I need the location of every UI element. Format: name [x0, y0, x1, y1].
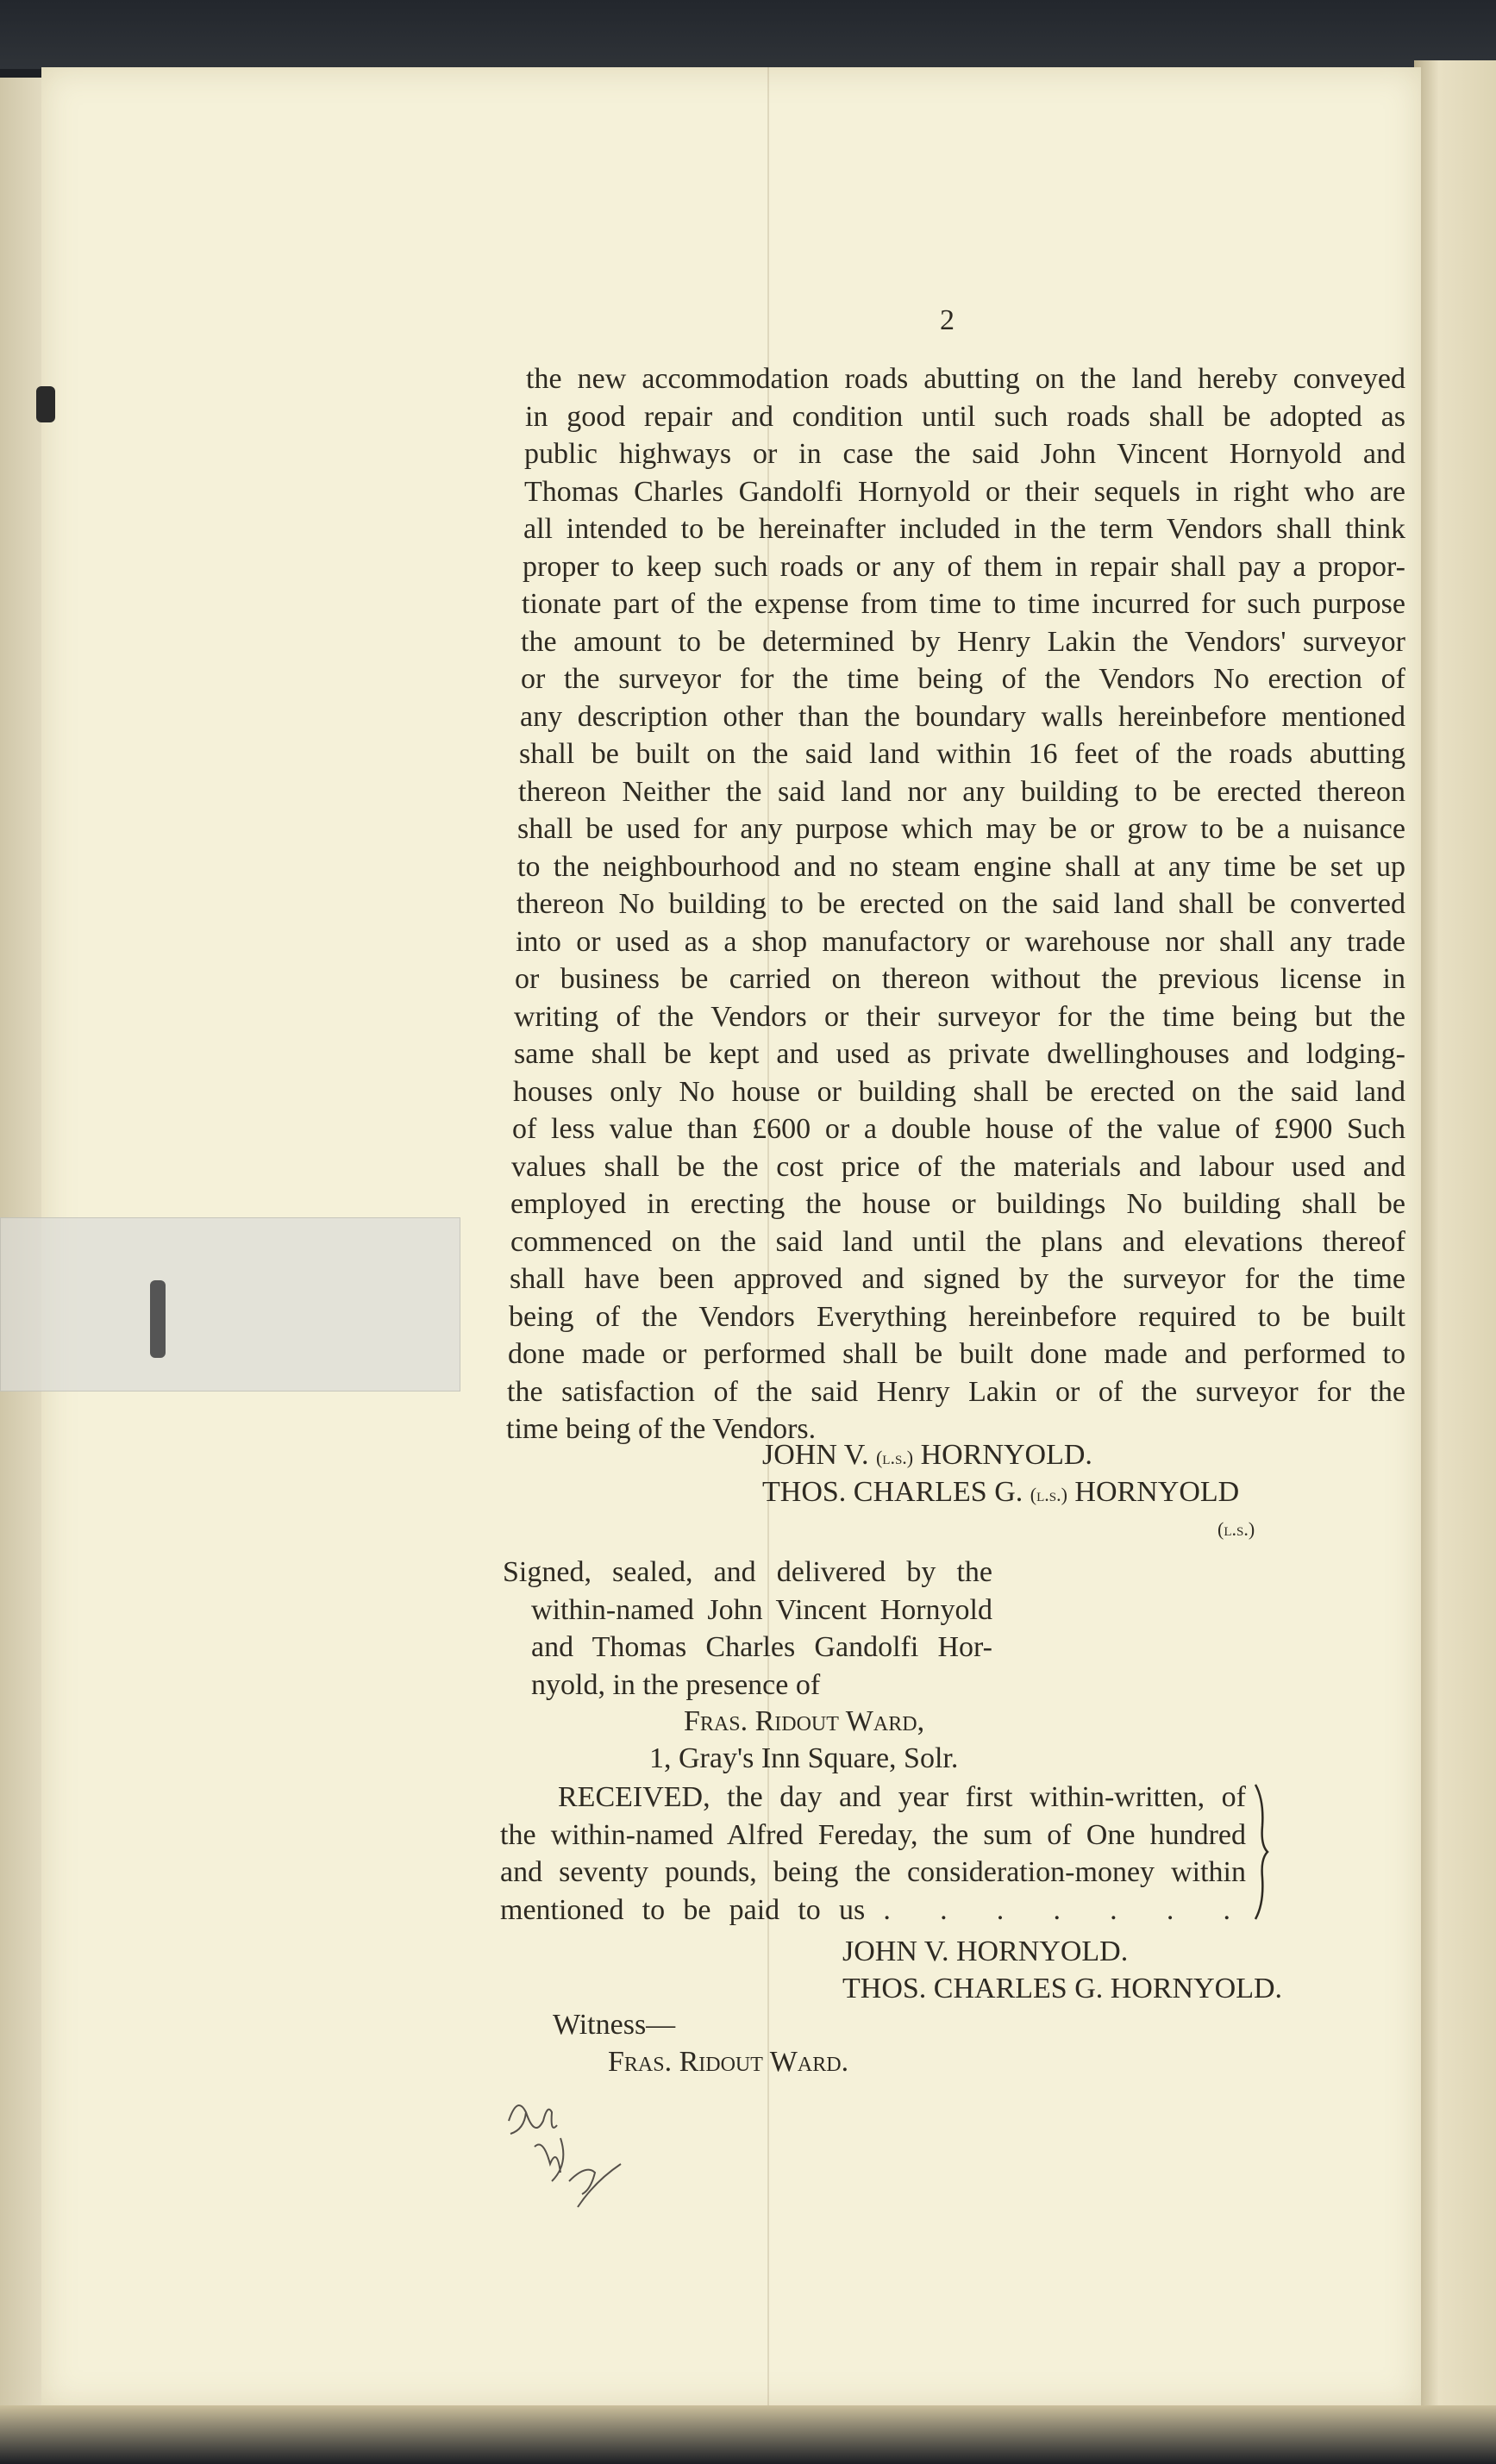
receipt-last-line	[500, 1892, 1246, 1929]
seal-signature-2	[762, 1473, 1239, 1513]
handwritten-initials	[500, 2086, 638, 2224]
tape-mark	[150, 1280, 166, 1358]
body-line: proper to keep such roads or any of them in repair shall pay a propor-	[523, 550, 1405, 583]
seal-signature-1	[762, 1436, 1092, 1476]
body-line: the new accommodation roads abutting on the land hereby conveyed	[526, 363, 1405, 395]
body-line: thereon Neither the said land nor any building to be erected thereon	[518, 775, 1405, 808]
body-line: same shall be kept and used as private dwellinghouses and lodging-	[514, 1038, 1405, 1070]
body-line: writing of the Vendors or their surveyor for the time being but the	[514, 1000, 1405, 1033]
witness-address: 1, Gray's Inn Square, Solr.	[649, 1742, 959, 1774]
body-line: being of the Vendors Everything hereinbefore required to be built	[509, 1300, 1405, 1333]
receipt-last-text: mentioned to be paid to us	[500, 1893, 866, 1926]
deed-body-last-line: time being of the Vendors.	[506, 1413, 817, 1445]
deed-body-text	[507, 360, 1405, 1410]
body-line: all intended to be hereinafter included in the term Vendors shall think	[523, 513, 1405, 545]
signature-first: THOS. CHARLES G.	[762, 1476, 1023, 1508]
ls-mark-3: (l.s.)	[1217, 1518, 1255, 1540]
attestation-clause	[503, 1554, 992, 1667]
binding-mark	[36, 386, 55, 422]
body-line: of less value than £600 or a double house of the value of £900 Such	[512, 1113, 1405, 1145]
attestation-last-line: nyold, in the presence of	[531, 1669, 821, 1701]
attestation-line: within-named John Vincent Hornyold	[531, 1593, 992, 1626]
witness-name-2: Fras. Ridout Ward.	[608, 2046, 849, 2078]
body-line: public highways or in case the said John Vincent Hornyold and	[524, 438, 1405, 470]
body-line: commenced on the said land until the plans and elevations thereof	[510, 1225, 1405, 1258]
receipt-line: and seventy pounds, being the consideration-money within	[500, 1856, 1246, 1888]
body-line: values shall be the cost price of the materials and labour used and	[511, 1150, 1405, 1183]
body-line: any description other than the boundary walls hereinbefore mentioned	[520, 700, 1405, 733]
attestation-line: and Thomas Charles Gandolfi Hor-	[531, 1631, 992, 1663]
body-line: or business be carried on thereon without the previous license in	[515, 963, 1405, 995]
signature-first: JOHN V.	[762, 1439, 869, 1471]
brace	[1250, 1783, 1276, 1921]
signature-last: HORNYOLD	[1074, 1476, 1240, 1508]
witness-label: Witness—	[553, 2009, 676, 2041]
body-line: employed in erecting the house or buildings No building shall be	[510, 1188, 1405, 1220]
body-line: in good repair and condition until such roads shall be adopted as	[525, 400, 1405, 433]
receipt-line: the within-named Alfred Fereday, the sum of One hundred	[500, 1818, 1246, 1851]
body-line: shall be built on the said land within 16 feet of the roads abutting	[519, 738, 1405, 770]
body-line: shall be used for any purpose which may be or grow to be a nuisance	[517, 813, 1405, 845]
receipt-line: RECEIVED, the day and year first within-written, of	[558, 1781, 1246, 1813]
body-line: to the neighbourhood and no steam engine shall at any time be set up	[517, 850, 1405, 883]
signature-last: HORNYOLD.	[920, 1439, 1092, 1471]
body-line: the amount to be determined by Henry Lakin the Vendors' surveyor	[521, 625, 1405, 658]
ls-mark: (l.s.)	[875, 1447, 914, 1468]
right-page-edge	[1414, 60, 1496, 2414]
receipt-signature-1: JOHN V. HORNYOLD.	[842, 1936, 1129, 1967]
body-line: or the surveyor for the time being of the Vendors No erection of	[521, 663, 1405, 695]
body-line: shall have been approved and signed by the surveyor for the time	[510, 1263, 1405, 1295]
body-line: the satisfaction of the said Henry Lakin or of the surveyor for the	[507, 1375, 1405, 1408]
scanner-background	[0, 0, 1496, 69]
body-line: done made or performed shall be built done made and performed to	[508, 1338, 1405, 1370]
receipt-clause	[500, 1779, 1246, 1929]
page-bottom-edge	[0, 2405, 1496, 2464]
body-line: Thomas Charles Gandolfi Hornyold or their sequels in right who are	[524, 475, 1405, 508]
dot-leader: . . . . . . .	[883, 1893, 1247, 1926]
ls-mark: (l.s.)	[1030, 1484, 1067, 1505]
tape-strip	[0, 1217, 460, 1391]
body-line: houses only No house or building shall be erected on the said land	[513, 1075, 1405, 1108]
attestation-line: Signed, sealed, and delivered by the	[503, 1556, 992, 1588]
page-number: 2	[940, 304, 955, 336]
witness-name: Fras. Ridout Ward,	[684, 1705, 925, 1737]
receipt-signature-2: THOS. CHARLES G. HORNYOLD.	[842, 1973, 1283, 2004]
body-line: tionate part of the expense from time to time incurred for such purpose	[522, 588, 1405, 620]
body-line: into or used as a shop manufactory or warehouse nor shall any trade	[516, 925, 1405, 958]
body-line: thereon No building to be erected on the said land shall be converted	[516, 888, 1405, 920]
